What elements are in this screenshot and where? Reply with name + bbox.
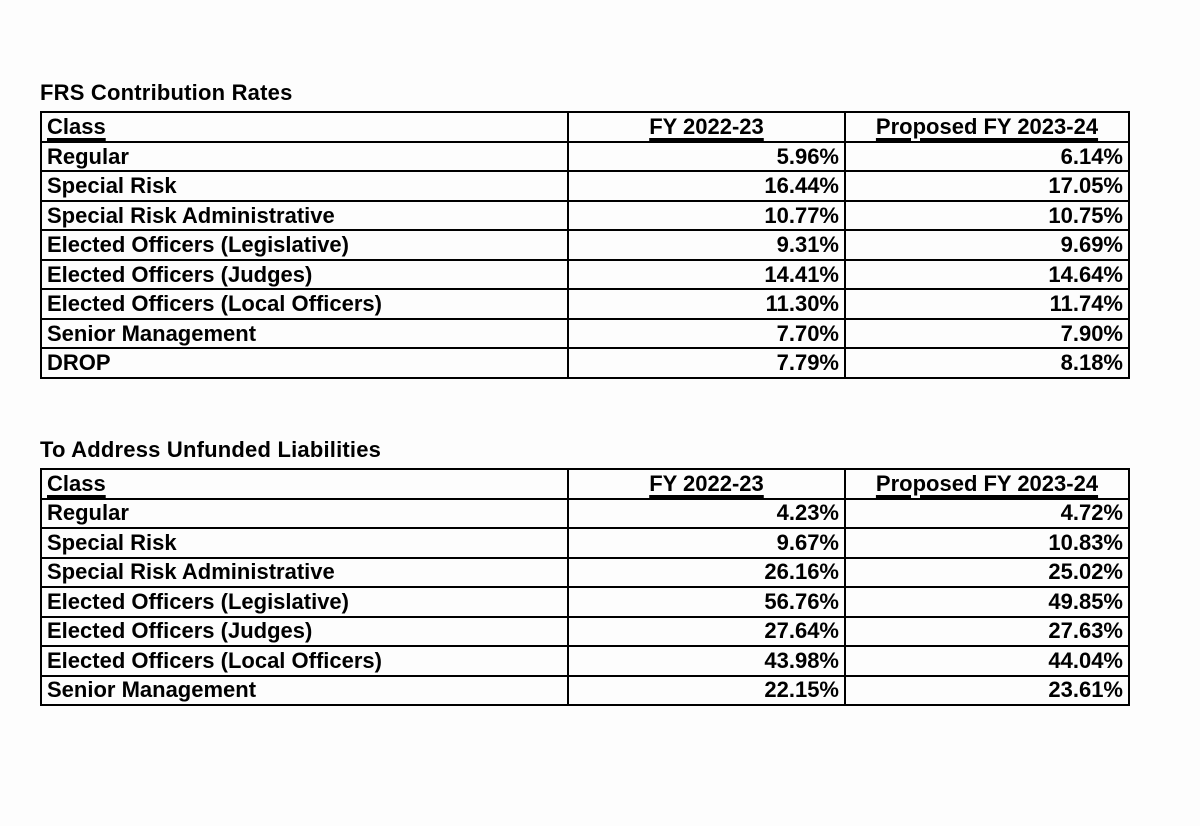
fy-2022-23-column-header <box>568 469 845 499</box>
class-cell: Special Risk Administrative <box>41 558 568 588</box>
proposed-fy-2023-24-header-label: Proposed FY 2023-24 <box>875 114 1099 140</box>
rate-cell: 9.31% <box>568 230 845 260</box>
class-cell: Elected Officers (Judges) <box>41 617 568 647</box>
class-cell: Regular <box>41 142 568 172</box>
table-row <box>41 558 1129 588</box>
table-row <box>41 646 1129 676</box>
class-header-label: Class <box>47 470 106 496</box>
class-cell: Special Risk <box>41 528 568 558</box>
rate-cell: 14.41% <box>568 260 845 290</box>
rate-cell: 14.64% <box>845 260 1129 290</box>
rate-cell: 7.90% <box>845 319 1129 349</box>
rate-cell: 17.05% <box>845 171 1129 201</box>
rate-cell: 27.64% <box>568 617 845 647</box>
table-row <box>41 171 1129 201</box>
rate-cell: 9.69% <box>845 230 1129 260</box>
table-row <box>41 230 1129 260</box>
class-column-header <box>41 112 568 142</box>
rate-cell: 56.76% <box>568 587 845 617</box>
contribution-rates-table <box>40 111 1130 379</box>
class-cell: Elected Officers (Judges) <box>41 260 568 290</box>
unfunded-liabilities-section <box>40 437 1200 706</box>
rate-cell: 10.75% <box>845 201 1129 231</box>
rate-cell: 43.98% <box>568 646 845 676</box>
class-cell: Regular <box>41 499 568 529</box>
rate-cell: 10.83% <box>845 528 1129 558</box>
rate-cell: 10.77% <box>568 201 845 231</box>
table-row <box>41 260 1129 290</box>
rate-cell: 44.04% <box>845 646 1129 676</box>
table-row <box>41 528 1129 558</box>
unfunded-liabilities-body <box>41 499 1129 706</box>
rate-cell: 8.18% <box>845 348 1129 378</box>
proposed-fy-2023-24-header-label: Proposed FY 2023-24 <box>875 470 1099 496</box>
class-column-header <box>41 469 568 499</box>
rate-cell: 26.16% <box>568 558 845 588</box>
table-row <box>41 499 1129 529</box>
class-cell: DROP <box>41 348 568 378</box>
proposed-fy-2023-24-column-header <box>845 112 1129 142</box>
rate-cell: 4.23% <box>568 499 845 529</box>
contribution-rates-body <box>41 142 1129 378</box>
rate-cell: 5.96% <box>568 142 845 172</box>
fy-2022-23-header-label: FY 2022-23 <box>649 114 764 140</box>
proposed-fy-2023-24-column-header <box>845 469 1129 499</box>
class-cell: Special Risk Administrative <box>41 201 568 231</box>
rate-cell: 16.44% <box>568 171 845 201</box>
rate-cell: 6.14% <box>845 142 1129 172</box>
rate-cell: 22.15% <box>568 676 845 706</box>
header-row <box>41 112 1129 142</box>
table-row <box>41 201 1129 231</box>
class-cell: Elected Officers (Legislative) <box>41 587 568 617</box>
fy-2022-23-header-label: FY 2022-23 <box>649 470 764 496</box>
class-cell: Elected Officers (Legislative) <box>41 230 568 260</box>
unfunded-liabilities-table <box>40 468 1130 706</box>
unfunded-liabilities-title: To Address Unfunded Liabilities <box>40 436 382 462</box>
rate-cell: 25.02% <box>845 558 1129 588</box>
rate-cell: 9.67% <box>568 528 845 558</box>
rate-cell: 4.72% <box>845 499 1129 529</box>
class-cell: Special Risk <box>41 171 568 201</box>
rate-cell: 11.74% <box>845 289 1129 319</box>
table-row <box>41 348 1129 378</box>
rate-cell: 11.30% <box>568 289 845 319</box>
table-row <box>41 617 1129 647</box>
table-row <box>41 289 1129 319</box>
table-row <box>41 142 1129 172</box>
class-cell: Elected Officers (Local Officers) <box>41 646 568 676</box>
rate-cell: 27.63% <box>845 617 1129 647</box>
class-header-label: Class <box>47 114 106 140</box>
rate-cell: 7.79% <box>568 348 845 378</box>
table-row <box>41 676 1129 706</box>
rate-cell: 7.70% <box>568 319 845 349</box>
table-row <box>41 319 1129 349</box>
class-cell: Elected Officers (Local Officers) <box>41 289 568 319</box>
header-row <box>41 469 1129 499</box>
rate-cell: 49.85% <box>845 587 1129 617</box>
class-cell: Senior Management <box>41 676 568 706</box>
contribution-rates-section <box>40 80 1200 379</box>
rate-cell: 23.61% <box>845 676 1129 706</box>
class-cell: Senior Management <box>41 319 568 349</box>
table-row <box>41 587 1129 617</box>
fy-2022-23-column-header <box>568 112 845 142</box>
contribution-rates-title: FRS Contribution Rates <box>40 80 293 105</box>
